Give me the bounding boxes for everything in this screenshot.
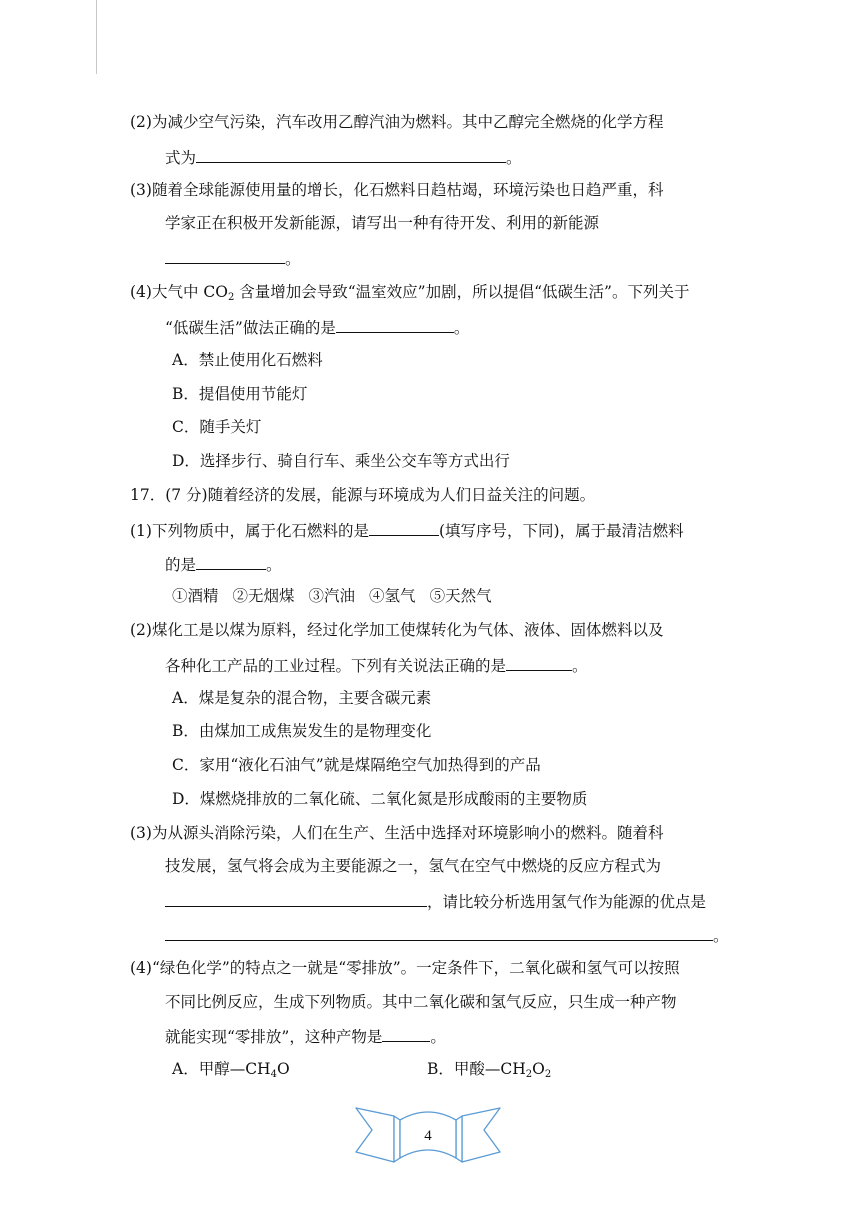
q17-part3-suffix: ，请比较分析选用氢气作为能源的优点是 [427,893,707,911]
q17-part4-line3 [165,1025,446,1047]
option-item: D．选择步行、骑自行车、乘坐公交车等方式出行 [172,452,510,470]
subscript: 4 [270,1069,277,1080]
substance-item: ⑤天然气 [429,587,492,605]
option-item-a [172,1059,290,1079]
option-text: B．甲酸—CH [427,1060,526,1078]
subscript: 2 [544,1069,552,1080]
q17-part3-line1: (3)为从源头消除污染，人们在生产、生活中选择对环境影响小的燃料。随着科 [130,824,664,842]
page-footer [350,1100,506,1170]
subscript: 2 [227,292,235,303]
q17-part2-prefix: 各种化工产品的工业过程。下列有关说法正确的是 [165,657,507,675]
option-item: C．随手关灯 [172,418,262,436]
q16-part2-prefix: 式为 [165,149,197,167]
q16-part4-line1 [130,282,689,302]
q17-title: 17．(7 分)随着经济的发展，能源与环境成为人们日益关注的问题。 [130,486,596,504]
q16-part4-text-a: (4)大气中 CO [130,283,228,301]
option-text: O [276,1060,290,1078]
option-item: A．禁止使用化石燃料 [172,351,323,369]
answer-blank[interactable] [369,519,439,536]
answer-blank[interactable] [165,924,713,941]
q17-part4-suffix: 。 [430,1028,446,1046]
q17-part4-prefix: 就能实现“零排放”，这种产物是 [165,1028,383,1046]
q17-part1-text-b: (填写序号，下同)，属于最清洁燃料 [438,522,684,540]
q17-part4-line1: (4)“绿色化学”的特点之一就是“零排放”。一定条件下，二氧化碳和氢气可以按照 [130,959,680,977]
q16-part2-line1: (2)为减少空气污染，汽车改用乙醇汽油为燃料。其中乙醇完全燃烧的化学方程 [130,113,664,131]
option-text: O [532,1060,545,1078]
q16-part4-text-b: 含量增加会导致“温室效应”加剧，所以提倡“低碳生活”。下列关于 [234,283,690,301]
substance-list [172,586,492,606]
q17-part2-line1: (2)煤化工是以煤为原料，经过化学加工使煤转化为气体、液体、固体燃料以及 [130,621,664,639]
option-text: A．甲醇—CH [172,1060,271,1078]
answer-blank[interactable] [165,890,427,907]
q16-part4-line2 [165,316,469,338]
q17-part2-line2 [165,654,588,676]
q17-part4-line2: 不同比例反应，生成下列物质。其中二氧化碳和氢气反应，只生成一种产物 [165,993,677,1011]
q16-part4-prefix: “低碳生活”做法正确的是 [165,319,336,337]
answer-blank[interactable] [382,1025,430,1042]
answer-blank[interactable] [196,146,506,163]
option-item: A．煤是复杂的混合物，主要含碳元素 [172,689,432,707]
q16-part3-line3 [165,247,301,269]
q17-part3-end: 。 [713,927,729,945]
substance-item: ①酒精 [172,587,219,605]
q16-part3-line1: (3)随着全球能源使用量的增长，化石燃料日趋枯竭，环境污染也日趋严重，科 [130,181,664,199]
option-item-b [427,1059,551,1079]
q17-part1-text-a: (1)下列物质中，属于化石燃料的是 [130,522,369,540]
page-number: 4 [424,1128,432,1144]
substance-item: ②无烟煤 [232,587,295,605]
q16-part4-suffix: 。 [453,319,470,337]
answer-blank[interactable] [196,553,266,570]
q16-part3-line2: 学家正在积极开发新能源，请写出一种有待开发、利用的新能源 [165,214,600,232]
q16-part3-suffix: 。 [285,250,301,268]
answer-blank[interactable] [506,654,572,671]
option-item: D．煤燃烧排放的二氧化硫、二氧化氮是形成酸雨的主要物质 [172,790,588,808]
q16-part2-line2 [165,146,522,168]
option-item: B．提倡使用节能灯 [172,385,308,403]
q17-part3-line4 [165,924,729,946]
q17-part1-line1 [130,519,684,541]
q16-part2-suffix: 。 [506,149,522,167]
q17-part1-suffix: 。 [266,556,282,574]
option-item: C．家用“液化石油气”就是煤隔绝空气加热得到的产品 [172,756,541,774]
q17-part1-prefix: 的是 [165,556,197,574]
q17-part2-suffix: 。 [572,657,588,675]
answer-blank[interactable] [336,316,454,333]
answer-blank[interactable] [165,247,285,264]
subscript: 2 [525,1069,533,1080]
q17-part1-line2 [165,553,282,575]
option-item: B．由煤加工成焦炭发生的是物理变化 [172,722,432,740]
page-margin-mark [96,0,97,74]
substance-item: ③汽油 [308,587,356,605]
q17-part3-line2: 技发展，氢气将会成为主要能源之一，氢气在空气中燃烧的反应方程式为 [165,857,662,875]
substance-item: ④氢气 [369,587,416,605]
q17-part3-line3 [165,890,706,912]
